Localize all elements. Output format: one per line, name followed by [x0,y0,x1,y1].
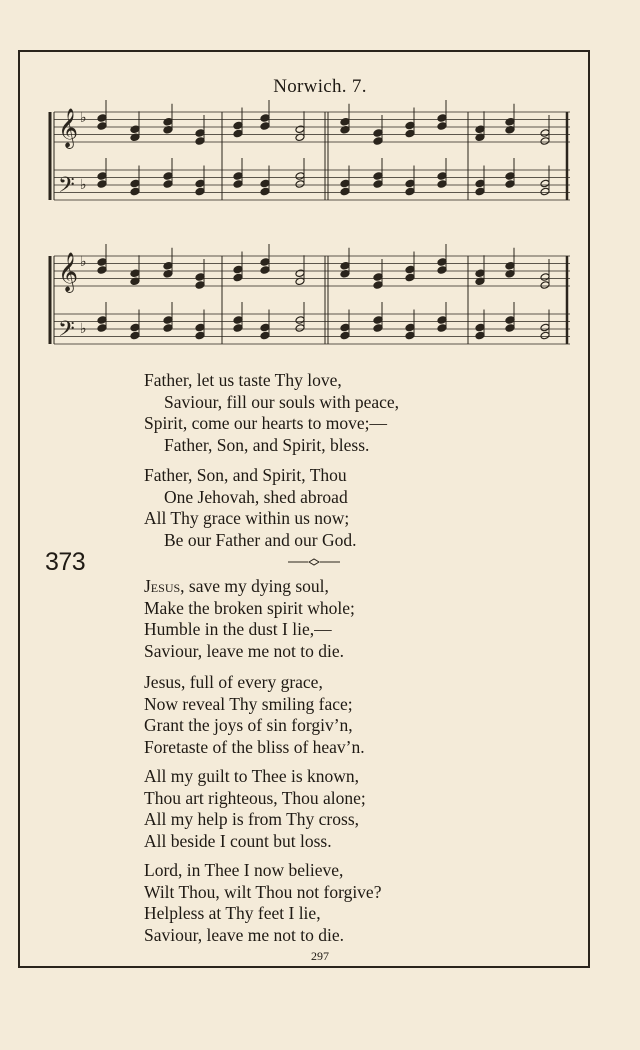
note-head [540,331,550,340]
note-head [163,172,173,181]
note-head [163,180,173,189]
note-head [475,323,485,332]
music-system-1 [50,100,570,203]
bass-clef-icon: 𝄢 [58,173,75,203]
note-head [163,117,173,126]
note-head [405,121,415,130]
note-head [373,172,383,181]
note-head [233,129,243,138]
note-head [505,261,515,270]
note-head [475,187,485,196]
note-head [233,273,243,282]
note-head [260,122,270,131]
note-head [373,273,383,282]
note-head [373,137,383,146]
lyric-line: One Jehovah, shed abroad [164,486,348,507]
lyric-line: Jesus, full of every grace, [144,672,323,692]
note-head [540,323,550,332]
lyric-line: Lord, in Thee I now believe, [144,860,344,880]
lyric-line: Father, Son, and Spirit, bless. [164,434,370,455]
lyric-line: Humble in the dust I lie,— [144,619,332,639]
note-head [340,187,350,196]
note-head [97,114,107,123]
note-head [130,125,140,134]
note-head [195,187,205,196]
note-head [475,331,485,340]
treble-clef-icon: 𝄞 [58,108,79,148]
note-head [373,129,383,138]
note-head [295,316,305,325]
note-head [260,331,270,340]
note-head [405,187,415,196]
lyric-line: Saviour, leave me not to die. [144,924,345,945]
note-head [233,324,243,333]
note-head [260,323,270,332]
note-head [260,258,270,267]
note-head [163,324,173,333]
lyric-line: Now reveal Thy smiling face; [144,693,353,714]
hymn373-stanza-4 [144,860,381,946]
note-head [233,265,243,274]
hymn373-stanza-1 [144,576,355,662]
note-head [233,316,243,325]
note-head [540,137,550,146]
note-head [195,331,205,340]
lyric-line: Spirit, come our hearts to move;— [144,413,388,433]
note-head [437,180,447,189]
note-head [97,324,107,333]
lyric-line: Grant the joys of sin forgiv’n, [144,715,353,735]
lyric-line: Father, let us taste Thy love, [144,370,342,390]
note-head [373,180,383,189]
stanza-1 [144,370,399,456]
note-head [405,265,415,274]
lyric-line: Be our Father and our God. [164,529,357,550]
note-head [340,323,350,332]
note-head [260,179,270,188]
lyric-line: All my guilt to Thee is known, [144,766,360,786]
lyric-line: Helpless at Thy feet I lie, [144,903,321,923]
note-head [233,121,243,130]
note-head [260,114,270,123]
note-head [295,324,305,333]
lyric-line: Thou art righteous, Thou alone; [144,787,366,808]
note-head [260,187,270,196]
note-head [405,179,415,188]
note-head [505,172,515,181]
lyric-line: All my help is from Thy cross, [144,809,360,829]
note-head [260,266,270,275]
note-head [405,129,415,138]
ornament-divider [286,556,342,568]
note-head [505,117,515,126]
note-head [195,281,205,290]
hymn-number: 373 [45,548,86,576]
note-head [540,281,550,290]
note-head [340,331,350,340]
music-system-2 [50,244,570,347]
music-score [0,0,640,370]
first-line-rest: , save my dying soul, [180,576,329,596]
note-head [340,117,350,126]
note-head [97,316,107,325]
note-head [505,180,515,189]
note-head [163,316,173,325]
stanza-2 [144,465,356,551]
lyric-line: Saviour, fill our souls with peace, [164,391,400,412]
note-head [540,187,550,196]
note-head [195,323,205,332]
note-head [97,266,107,275]
note-head [405,323,415,332]
note-head [295,269,305,278]
note-head [540,273,550,282]
note-head [130,187,140,196]
note-head [373,281,383,290]
note-head [233,180,243,189]
note-head [437,172,447,181]
note-head [373,324,383,333]
note-head [475,179,485,188]
bass-clef-icon: 𝄢 [58,317,75,347]
note-head [340,261,350,270]
note-head [295,180,305,189]
first-word: Jesus [144,576,181,596]
note-head [437,324,447,333]
lyric-line [144,576,355,598]
lyric-line: Saviour, leave me not to die. [144,640,345,661]
note-head [437,258,447,267]
note-head [405,331,415,340]
tune-title: Norwich. 7. [273,76,367,97]
note-head [437,266,447,275]
note-head [195,179,205,188]
note-head [97,258,107,267]
hymn373-stanza-2 [144,672,365,758]
hymn373-stanza-3 [144,766,366,852]
note-head [540,129,550,138]
lyric-line: Father, Son, and Spirit, Thou [144,465,347,485]
note-head [373,316,383,325]
note-head [505,324,515,333]
lyric-line: Make the broken spirit whole; [144,597,355,618]
flat-icon: ♭ [80,177,87,193]
note-head [163,261,173,270]
note-head [437,316,447,325]
note-head [505,316,515,325]
note-head [195,137,205,146]
lyric-line: Foretaste of the bliss of heav’n. [144,736,365,757]
treble-clef-icon: 𝄞 [58,252,79,292]
note-head [97,180,107,189]
note-head [340,179,350,188]
note-head [475,125,485,134]
note-head [130,331,140,340]
page-number: 297 [311,949,329,963]
note-head [195,273,205,282]
note-head [130,179,140,188]
flat-icon: ♭ [80,321,87,337]
note-head [295,125,305,134]
flat-icon: ♭ [80,254,87,270]
note-head [97,172,107,181]
note-head [97,122,107,131]
note-head [475,269,485,278]
note-head [295,172,305,181]
note-head [130,323,140,332]
note-head [540,179,550,188]
lyric-line: Wilt Thou, wilt Thou not forgive? [144,881,382,902]
note-head [130,269,140,278]
note-head [437,114,447,123]
lyric-line: All Thy grace within us now; [144,508,350,528]
note-head [405,273,415,282]
flat-icon: ♭ [80,110,87,126]
note-head [233,172,243,181]
note-head [437,122,447,131]
lyric-line: All beside I count but loss. [144,830,332,851]
note-head [195,129,205,138]
